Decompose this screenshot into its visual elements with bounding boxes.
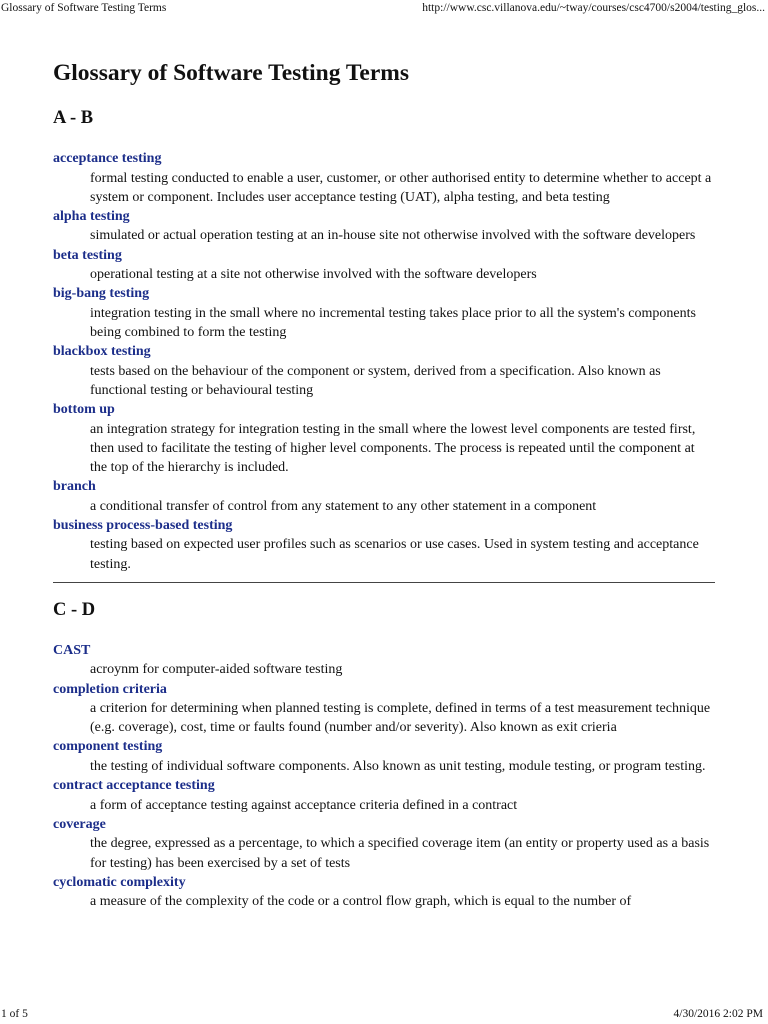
glossary-definition: the degree, expressed as a percentage, to which a specified coverage item (an entity or property used as a basis for testing) has been exercised by a set of tests [90,836,710,871]
glossary-term: bottom up [53,402,115,418]
glossary-definition: operational testing at a site not otherwise involved with the software developers [90,267,537,283]
glossary-term: business process-based testing [53,517,233,533]
glossary-definition: integration testing in the small where no incremental testing takes place prior to all the system's components being combined to form the testing [90,305,696,341]
section-heading: C - D [53,599,96,620]
glossary-term: component testing [53,739,163,755]
page-count: 1 of 5 [1,1008,28,1020]
print-datetime: 4/30/2016 2:02 PM [673,1008,763,1020]
section-a-b [53,105,715,583]
glossary-definition: a criterion for determining when planned testing is complete, defined in terms of a test measurement technique (e.g. coverage), cost, time or faults found (number and/or severity). Also known as exit crieria [90,701,711,736]
glossary-term: branch [53,479,96,495]
print-header [0,0,768,18]
section-divider [53,582,715,583]
glossary-list [53,149,715,574]
print-header-title: Glossary of Software Testing Terms [1,2,167,14]
glossary-term: alpha testing [53,208,130,224]
section-c-d [53,597,715,912]
glossary-term: acceptance testing [53,151,162,166]
print-header-url: http://www.csc.villanova.edu/~tway/courses/csc4700/s2004/testing_glos... [422,2,765,14]
glossary-definition: tests based on the behaviour of the component or system, derived from a specification. Also known as functional testing or behavioural testing [90,363,661,398]
glossary-term: cyclomatic complexity [53,874,186,890]
print-footer [0,1006,768,1024]
glossary-definition: acroynm for computer-aided software testing [90,662,343,678]
page-title: Glossary of Software Testing Terms [53,60,409,86]
glossary-definition: simulated or actual operation testing at an in-house site not otherwise involved with the software developers [90,228,696,244]
glossary-term: CAST [53,642,91,658]
glossary-term: big-bang testing [53,286,150,302]
glossary-term: contract acceptance testing [53,778,215,794]
document-content [53,50,715,911]
glossary-definition: the testing of individual software components. Also known as unit testing, module testing, or program testing. [90,758,706,774]
glossary-list [53,641,715,912]
glossary-definition: testing based on expected user profiles such as scenarios or use cases. Used in system testing and acceptance testing. [90,537,699,572]
section-heading: A - B [53,108,94,128]
glossary-definition: a form of acceptance testing against acceptance criteria defined in a contract [90,797,518,813]
glossary-definition: an integration strategy for integration testing in the small where the lowest level components are tested first, then used to facilitate the testing of higher level components. The process is repeated until the component at the top of the hierarchy is included. [90,421,696,476]
glossary-definition: a conditional transfer of control from any statement to any other statement in a component [90,498,597,514]
glossary-term: completion criteria [53,681,167,697]
glossary-definition: a measure of the complexity of the code or a control flow graph, which is equal to the number of [90,894,632,910]
glossary-term: beta testing [53,247,122,263]
glossary-term: blackbox testing [53,344,151,360]
glossary-term: coverage [53,816,106,832]
glossary-definition: formal testing conducted to enable a user, customer, or other authorised entity to determine whether to accept a system or component. Includes user acceptance testing (UAT), alpha testing, and beta testing [90,170,712,205]
